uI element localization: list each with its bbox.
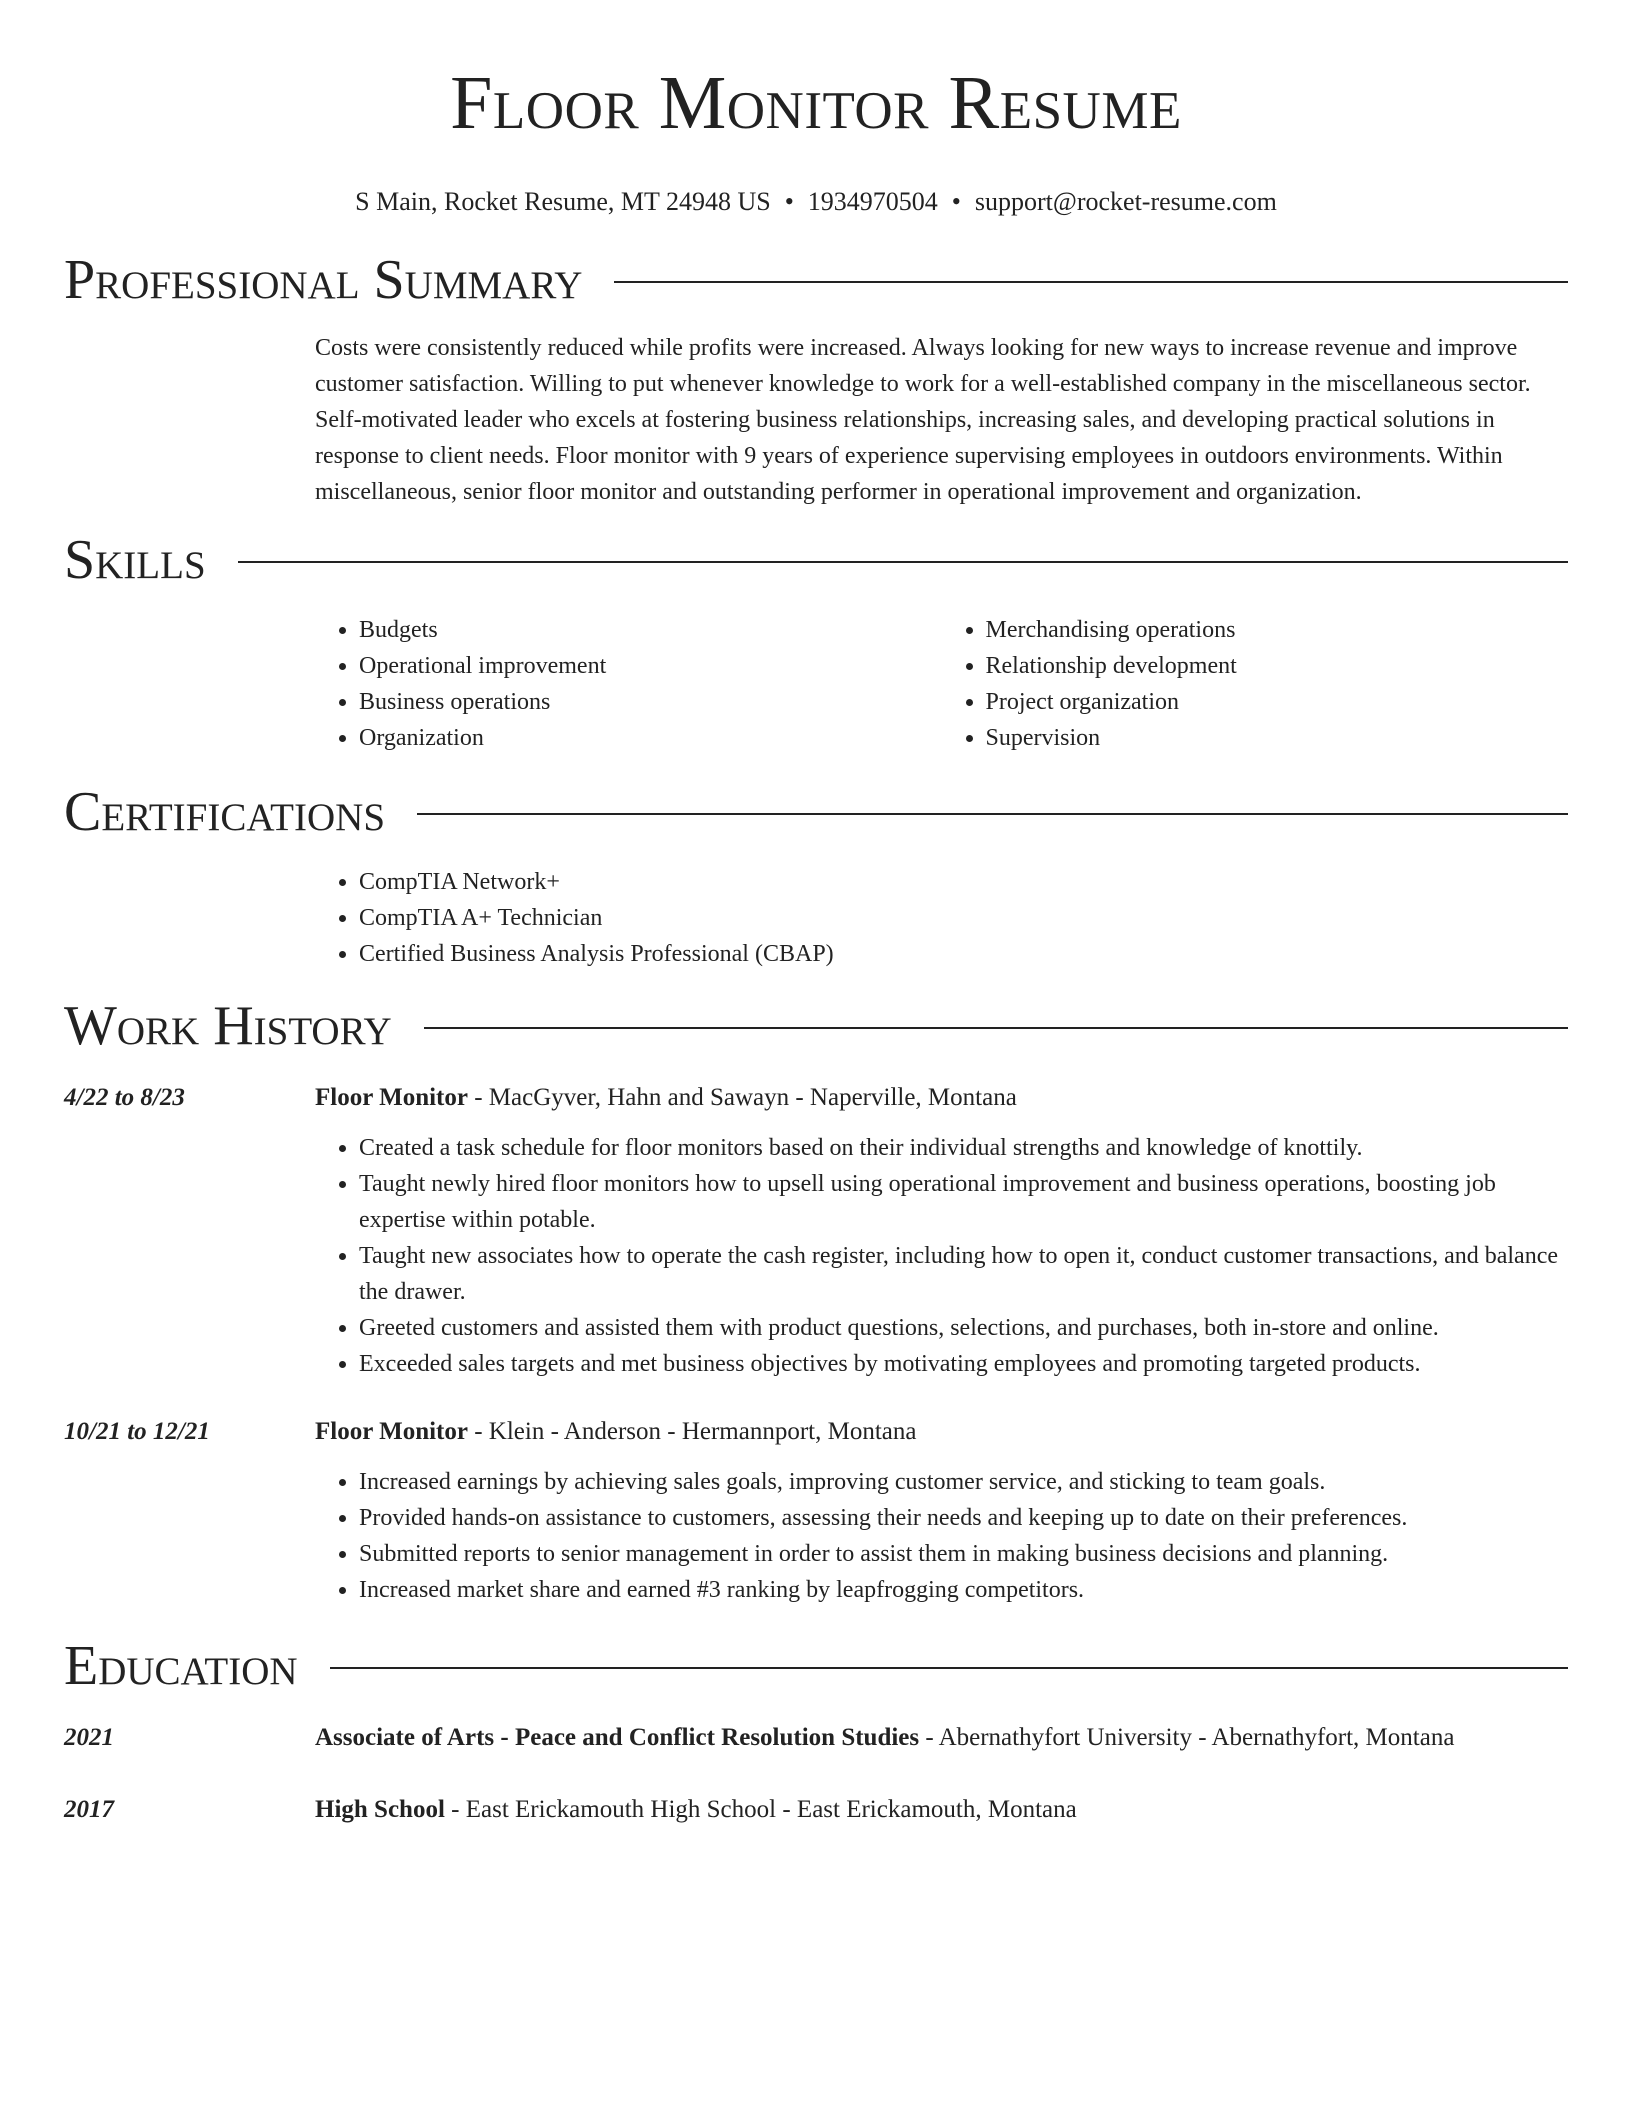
education-entry [64,1792,1568,1828]
section-title-certifications: Certifications [64,781,386,843]
job-details: - Klein - Anderson - Hermannport, Montana [467,1418,917,1445]
section-header [64,520,1568,600]
summary-text: Costs were consistently reduced while profits were increased. Always looking for new ways to increase revenue and improve customer satisfaction. Willing to put whenever knowledge to work for a well-established company in the miscellaneous sector. Self-motivated leader who excels at fostering business relationships, increasing sales, and developing practical solutions in response to client needs. Floor monitor with 9 years of experience supervising employees in outdoors environments. Within miscellaneous, senior floor monitor and outstanding performer in operational improvement and organization. [315,335,1531,505]
section-header [64,1626,1568,1706]
job-bullets [315,1464,1568,1608]
education-details: - Abernathyfort University - Abernathyfort, Montana [919,1724,1455,1751]
separator: • [784,187,794,216]
section-rule [417,813,1568,815]
job-bullets [315,1130,1568,1382]
section-rule [614,281,1568,283]
skill-item: • Budgets [359,612,942,648]
skills-section [64,520,1568,756]
job-bullet: • Submitted reports to senior management in order to assist them in making business decisions and planning. [359,1536,1568,1572]
separator: • [951,187,961,216]
education-entry [64,1720,1568,1756]
education-year: 2021 [64,1724,114,1751]
contact-line [64,186,1568,218]
section-title-work-history: Work History [64,995,392,1057]
work-history-section [64,986,1568,1608]
section-title-skills: Skills [64,529,206,591]
job-role: Floor Monitor [315,1084,468,1111]
address: S Main, Rocket Resume, MT 24948 US [355,187,771,216]
section-header [64,240,1568,320]
certification-item: • CompTIA A+ Technician [359,900,1568,936]
summary-section [64,240,1568,510]
education-year: 2017 [64,1796,114,1823]
skill-item: • Organization [359,720,942,756]
resume-title: Floor Monitor Resume [450,61,1182,145]
skill-item: • Relationship development [986,648,1569,684]
job-entry [64,1414,1568,1608]
job-role: Floor Monitor [315,1418,468,1445]
skill-item: • Project organization [986,684,1569,720]
skills-column-left [315,612,942,756]
job-entry [64,1080,1568,1382]
job-bullet: • Provided hands-on assistance to customers, assessing their needs and keeping up to date on their preferences. [359,1500,1568,1536]
skills-column-right [942,612,1569,756]
education-details: - East Erickamouth High School - East Erickamouth, Montana [444,1796,1077,1823]
section-title-education: Education [64,1635,298,1697]
certification-item: • CompTIA Network+ [359,864,1568,900]
job-bullet: • Exceeded sales targets and met business objectives by motivating employees and promoting targeted products. [359,1346,1568,1382]
certification-item: • Certified Business Analysis Professional (CBAP) [359,936,1568,972]
phone: 1934970504 [807,187,938,216]
job-dates: 4/22 to 8/23 [64,1084,185,1111]
email: support@rocket-resume.com [974,187,1277,216]
job-bullet: • Taught newly hired floor monitors how to upsell using operational improvement and business operations, boosting job expertise within potable. [359,1166,1568,1238]
education-degree: Associate of Arts - Peace and Conflict Resolution Studies [315,1724,920,1751]
education-section [64,1626,1568,1828]
job-bullet: • Increased market share and earned #3 ranking by leapfrogging competitors. [359,1572,1568,1608]
job-details: - MacGyver, Hahn and Sawayn - Naperville, Montana [467,1084,1017,1111]
section-title-summary: Professional Summary [64,249,583,311]
job-bullet: • Increased earnings by achieving sales goals, improving customer service, and sticking to team goals. [359,1464,1568,1500]
skill-item: • Supervision [986,720,1569,756]
skills-list [315,612,1568,756]
job-dates: 10/21 to 12/21 [64,1418,210,1445]
skill-item: • Business operations [359,684,942,720]
section-header [64,986,1568,1066]
section-rule [424,1027,1568,1029]
education-degree: High School [315,1796,445,1823]
section-rule [238,561,1568,563]
skill-item: • Merchandising operations [986,612,1569,648]
certifications-section [64,772,1568,972]
skill-item: • Operational improvement [359,648,942,684]
certifications-list [315,864,1568,972]
job-bullet: • Created a task schedule for floor monitors based on their individual strengths and knowledge of knottily. [359,1130,1568,1166]
section-rule [330,1667,1568,1669]
section-header [64,772,1568,852]
job-bullet: • Taught new associates how to operate the cash register, including how to open it, conduct customer transactions, and balance the drawer. [359,1238,1568,1310]
job-bullet: • Greeted customers and assisted them with product questions, selections, and purchases, both in-store and online. [359,1310,1568,1346]
